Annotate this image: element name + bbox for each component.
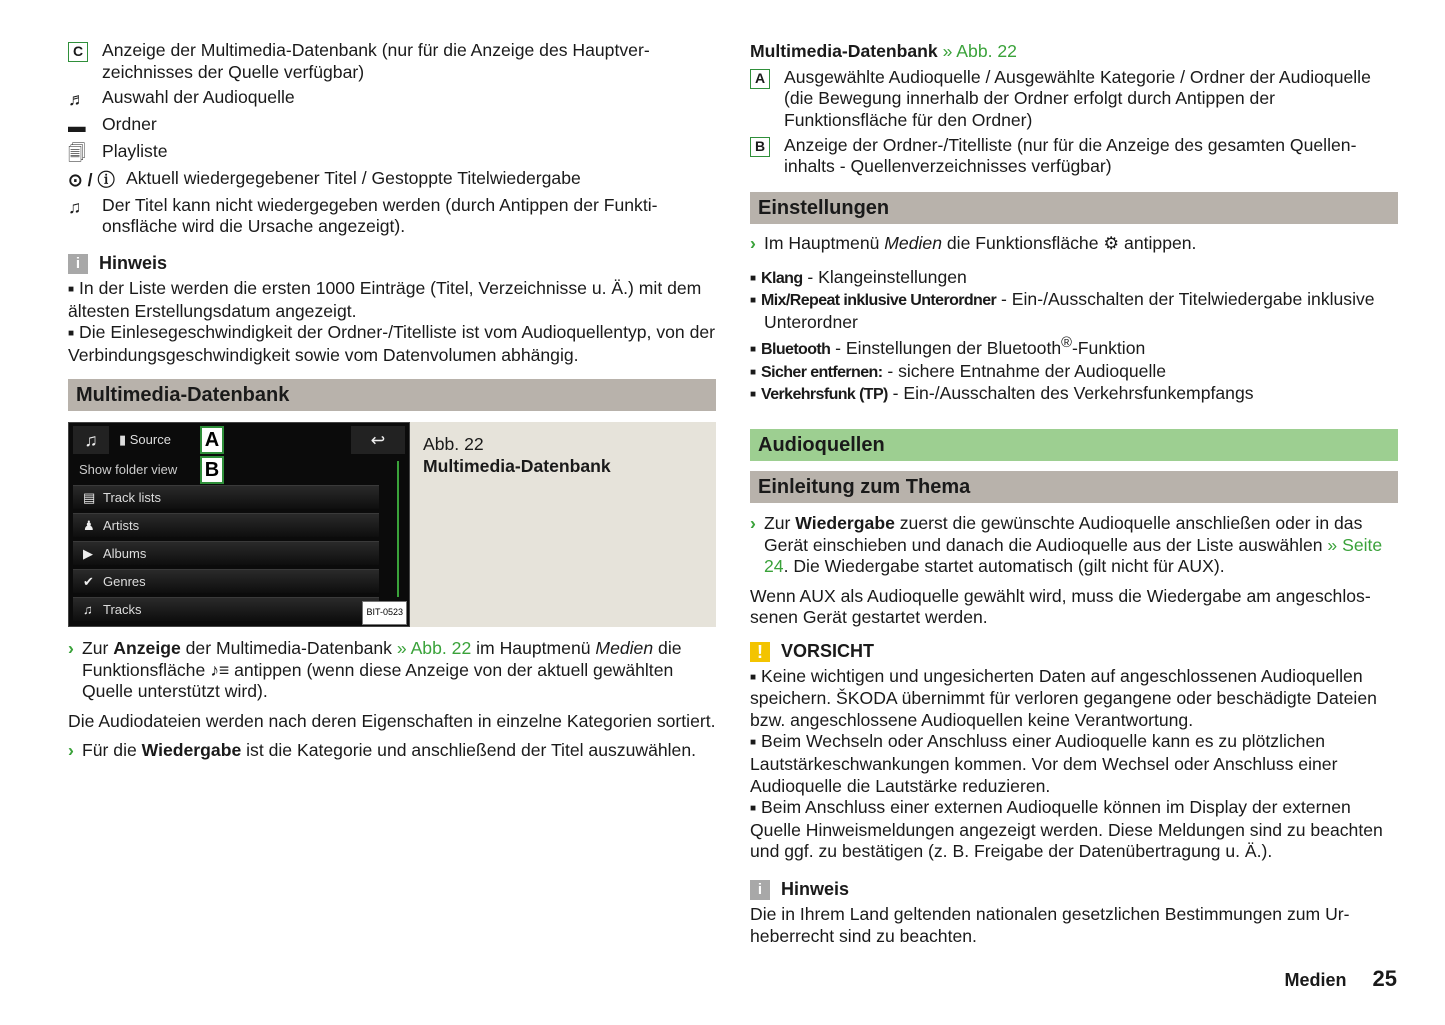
legend-text: Ausgewählte Audioquelle / Ausgewählte Kategorie / Ordner der Audioquelle (die Bewegung innerhalb der Ordner erfolgt durch Antippen der Funktionsfläche für den Ordner) — [784, 66, 1371, 130]
screen-source: ▮ Source — [119, 432, 171, 447]
section-header-intro: Einleitung zum Thema — [750, 471, 1398, 503]
warning-item: ■ Beim Anschluss einer externen Audioquelle können im Display der externen Quelle Hinweismeldungen angezeigt werden. Diese Meldungen sind zu beachten und ggf. zu bestätigen (z. B. Freigabe der Datenübertragung u. Ä.). — [750, 797, 1398, 863]
legend-item — [68, 40, 716, 83]
subheading: Multimedia-Datenbank — [750, 41, 938, 61]
warning-item: ■ Keine wichtigen und ungesicherten Daten auf angeschlossenen Audioquellen speichern. ŠKODA übernimmt für verloren gegangene oder beschädigte Dateien bzw. angeschlossene Audioquellen keine Verantwortung. — [750, 666, 1398, 732]
key-c-icon: C — [68, 42, 88, 62]
legend-text: Playliste — [102, 140, 168, 161]
legend-text: Anzeige der Multimedia-Datenbank (nur für die Anzeige des Hauptverzeichnisses der Quelle verfügbar) — [102, 40, 650, 82]
label-a: A — [200, 426, 224, 454]
figure-link[interactable]: » Abb. 22 — [396, 638, 472, 658]
label-b: B — [200, 456, 224, 484]
legend-item — [68, 141, 716, 165]
note-box — [750, 879, 1398, 948]
play-pause-icon: ⊙ / ⓘ — [68, 169, 115, 190]
settings-item: ■ Bluetooth - Einstellungen der Bluetooth®-Funktion — [750, 333, 1398, 360]
legend-item — [750, 135, 1398, 178]
figure-caption — [423, 434, 611, 477]
scrollbar — [397, 461, 399, 597]
caption-number: Abb. 22 — [423, 434, 484, 454]
warning-box — [750, 641, 1398, 863]
footer-section: Medien — [1284, 970, 1347, 990]
figure-22 — [68, 422, 716, 627]
step: › Zur Anzeige der Multimedia-Datenbank » Abb. 22 im Hauptmenü Medien die Funktionsfläche ♪≡ antippen (wenn diese Anzeige von der aktuell gewählten Quelle unterstützt wird). — [68, 638, 682, 702]
section-header-settings: Einstellungen — [750, 192, 1398, 224]
settings-item: ■ Mix/Repeat inklusive Unterordner - Ein-/Ausschalten der Titelwiedergabe inklusive Unterordner — [750, 289, 1398, 333]
music-error-icon: ♫ — [68, 196, 82, 217]
key-b-icon: B — [750, 137, 770, 157]
legend-text: Ordner — [102, 113, 157, 134]
screen-row: ♫ Tracks — [73, 597, 379, 621]
note-item: ■ Die Einlesegeschwindigkeit der Ordner-/Titelliste ist vom Audioquellentyp, von der Verbindungsgeschwindigkeit sowie vom Datenvolumen abhängig. — [68, 322, 716, 366]
legend-text: Der Titel kann nicht wiedergegeben werden (durch Antippen der Funktionsfläche wird die Ursache angezeigt). — [102, 194, 658, 237]
note-item: ■ In der Liste werden die ersten 1000 Einträge (Titel, Verzeichnisse u. Ä.) mit dem ältesten Erstellungsdatum angezeigt. — [68, 278, 716, 322]
figure-link[interactable]: » Abb. 22 — [942, 41, 1017, 61]
music-note-icon: ♫ — [73, 426, 109, 454]
screen-row: ✔ Genres — [73, 569, 379, 593]
paragraph: Die Audiodateien werden nach deren Eigenschaften in einzelne Kategorien sortiert. — [68, 710, 716, 731]
show-folder-view: Show folder view — [79, 462, 178, 477]
settings-icon: ⚙ — [1103, 232, 1120, 253]
note-text: Die in Ihrem Land geltenden nationalen gesetzlichen Bestimmungen zum Urheberrecht sind zu beachten. — [750, 904, 1350, 947]
screen-row: ▤ Track lists — [73, 485, 379, 509]
info-icon: i — [68, 254, 88, 274]
playlist-icon: 🗐 — [68, 142, 86, 163]
screen-image — [68, 422, 410, 627]
note-title: Hinweis — [99, 252, 168, 273]
icon-legend — [68, 40, 716, 238]
warning-title: VORSICHT — [781, 640, 875, 661]
screen-row: ♟ Artists — [73, 513, 379, 537]
info-icon: i — [750, 880, 770, 900]
settings-item: ■ Sicher entfernen: - sichere Entnahme der Audioquelle — [750, 361, 1398, 384]
section-header-multimedia: Multimedia-Datenbank — [68, 379, 716, 411]
step: › Zur Wiedergabe zuerst die gewünschte Audioquelle anschließen oder in das Gerät einschieben und danach die Audioquelle aus der Liste auswählen » Seite 24. Die Wiedergabe startet automatisch (gilt nicht für AUX). — [750, 512, 1383, 577]
chapter-header-audio: Audioquellen — [750, 429, 1398, 461]
legend-text: Anzeige der Ordner-/Titelliste (nur für die Anzeige des gesamten Quelleninhalts - Quellenverzeichnisses verfügbar) — [784, 134, 1357, 177]
page-link[interactable]: » Seite 24 — [764, 534, 1383, 577]
paragraph: Wenn AUX als Audioquelle gewählt wird, muss die Wiedergabe am angeschlossenen Gerät gestartet werden. — [750, 585, 1371, 628]
step: › Im Hauptmenü Medien die Funktionsfläche ⚙ antippen. — [750, 232, 1197, 253]
legend-text: Aktuell wiedergegebener Titel / Gestoppte Titelwiedergabe — [126, 167, 581, 188]
footer — [1285, 968, 1398, 992]
legend-item — [68, 114, 716, 138]
music-note-icon: ♬ — [68, 88, 86, 109]
note-title: Hinweis — [781, 878, 850, 899]
key-a-icon: A — [750, 69, 770, 89]
warning-item: ■ Beim Wechseln oder Anschluss einer Audioquelle kann es zu plötzlichen Lautstärkeschwankungen kommen. Vor dem Wechsel oder Anschluss einer Audioquelle die Lautstärke reduzieren. — [750, 731, 1398, 797]
caption-title: Multimedia-Datenbank — [423, 455, 611, 476]
legend-item — [68, 168, 716, 192]
figure-code: BIT-0523 — [362, 601, 407, 625]
settings-list — [750, 267, 1398, 406]
settings-item: ■ Verkehrsfunk (TP) - Ein-/Ausschalten des Verkehrsfunkempfangs — [750, 383, 1398, 406]
settings-item: ■ Klang - Klangeinstellungen — [750, 267, 1398, 290]
warning-icon: ! — [750, 642, 770, 662]
legend-item — [68, 87, 716, 111]
page-number: 25 — [1372, 966, 1397, 991]
legend-text: Auswahl der Audioquelle — [102, 86, 295, 107]
legend-item — [68, 195, 716, 238]
screen-row: ▶ Albums — [73, 541, 379, 565]
back-icon: ↩ — [351, 426, 405, 454]
list-icon: ♪≡ — [210, 659, 230, 680]
right-column — [750, 40, 1398, 948]
legend-item — [750, 67, 1398, 132]
left-bottom — [68, 638, 716, 762]
step: › Für die Wiedergabe ist die Kategorie und anschließend der Titel auszuwählen. — [68, 740, 697, 761]
folder-icon: ▬ — [68, 115, 86, 136]
note-box — [68, 253, 716, 367]
left-column — [68, 40, 716, 367]
